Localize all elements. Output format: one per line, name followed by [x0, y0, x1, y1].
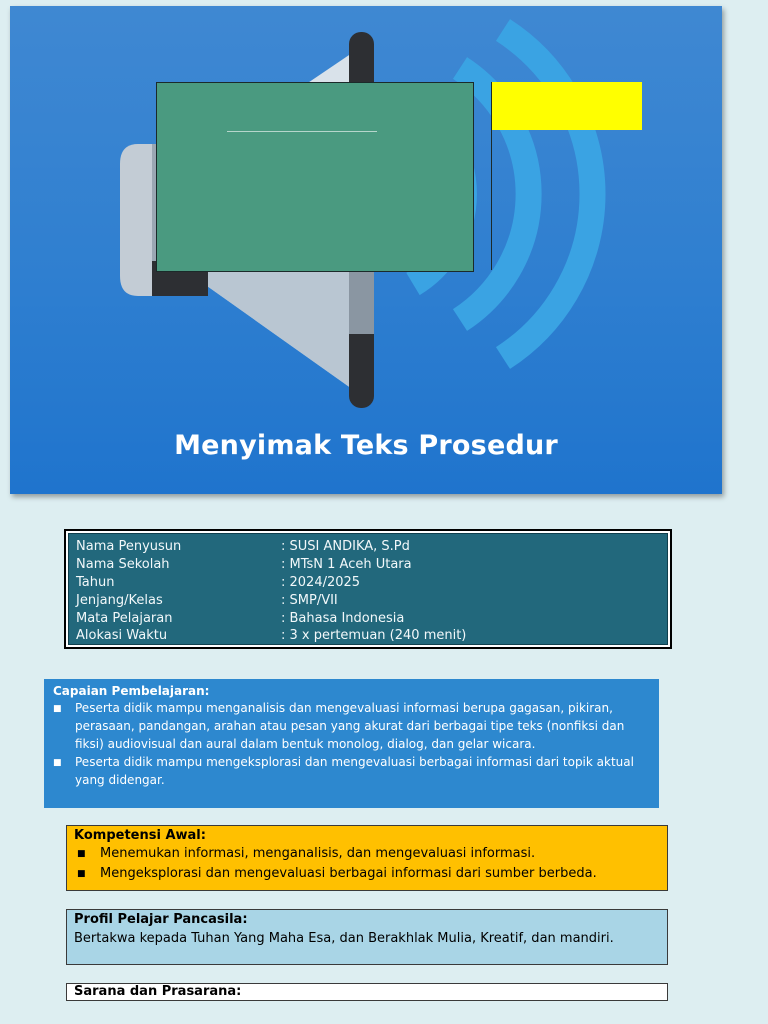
square-bullet-icon: ■ — [77, 869, 86, 879]
title-placeholder-box — [156, 82, 474, 272]
info-row — [76, 574, 667, 592]
capaian-pembelajaran-box — [44, 679, 659, 808]
list-item-text: Menemukan informasi, menganalisis, dan mengevaluasi informasi. — [100, 846, 536, 861]
info-row — [76, 591, 667, 609]
info-label: Nama Penyusun — [76, 539, 182, 555]
info-row — [76, 609, 667, 627]
info-label: Alokasi Waktu — [76, 628, 168, 644]
sarana-prasarana-box — [66, 983, 668, 1001]
list-item — [74, 865, 660, 883]
kompetensi-awal-box — [66, 825, 668, 891]
list-item — [53, 699, 649, 753]
page-title: Menyimak Teks Prosedur — [174, 430, 558, 461]
info-value: : Bahasa Indonesia — [281, 610, 405, 626]
square-bullet-icon: ■ — [77, 849, 86, 859]
info-value: : 3 x pertemuan (240 menit) — [281, 628, 467, 644]
info-row — [76, 538, 667, 556]
square-bullet-icon: ■ — [53, 704, 62, 714]
section-heading: Capaian Pembelajaran: — [53, 684, 210, 698]
highlight-box — [492, 82, 642, 130]
info-label: Jenjang/Kelas — [76, 592, 163, 608]
info-value: : SUSI ANDIKA, S.Pd — [281, 539, 410, 555]
cover-banner — [10, 6, 722, 494]
list-item-text: Mengeksplorasi dan mengevaluasi berbagai informasi dari sumber berbeda. — [100, 866, 597, 881]
identity-table — [64, 529, 672, 649]
info-row — [76, 556, 667, 574]
section-heading: Sarana dan Prasarana: — [74, 984, 242, 999]
info-label: Tahun — [76, 574, 115, 590]
section-text: Bertakwa kepada Tuhan Yang Maha Esa, dan Berakhlak Mulia, Kreatif, dan mandiri. — [74, 931, 614, 946]
info-value: : MTsN 1 Aceh Utara — [281, 557, 412, 573]
list-item — [53, 753, 649, 789]
info-label: Nama Sekolah — [76, 557, 170, 573]
info-row — [76, 627, 667, 645]
info-value: : SMP/VII — [281, 592, 338, 608]
profil-pelajar-box — [66, 909, 668, 965]
square-bullet-icon: ■ — [53, 758, 62, 768]
list-item-text: Peserta didik mampu mengeksplorasi dan mengevaluasi berbagai informasi dari topik aktual yang didengar. — [75, 755, 634, 787]
list-item — [74, 845, 660, 863]
info-label: Mata Pelajaran — [76, 610, 173, 626]
section-heading: Kompetensi Awal: — [74, 828, 206, 843]
info-value: : 2024/2025 — [281, 574, 361, 590]
list-item-text: Peserta didik mampu menganalisis dan mengevaluasi informasi berupa gagasan, pikiran, perasaan, pandangan, arahan atau pesan yang akurat dari berbagai tipe teks (nonfiksi dan fiksi) audiovisual dan aural dalam bentuk monolog, dialog, dan gelar wicara. — [75, 701, 625, 751]
section-heading: Profil Pelajar Pancasila: — [74, 912, 248, 927]
